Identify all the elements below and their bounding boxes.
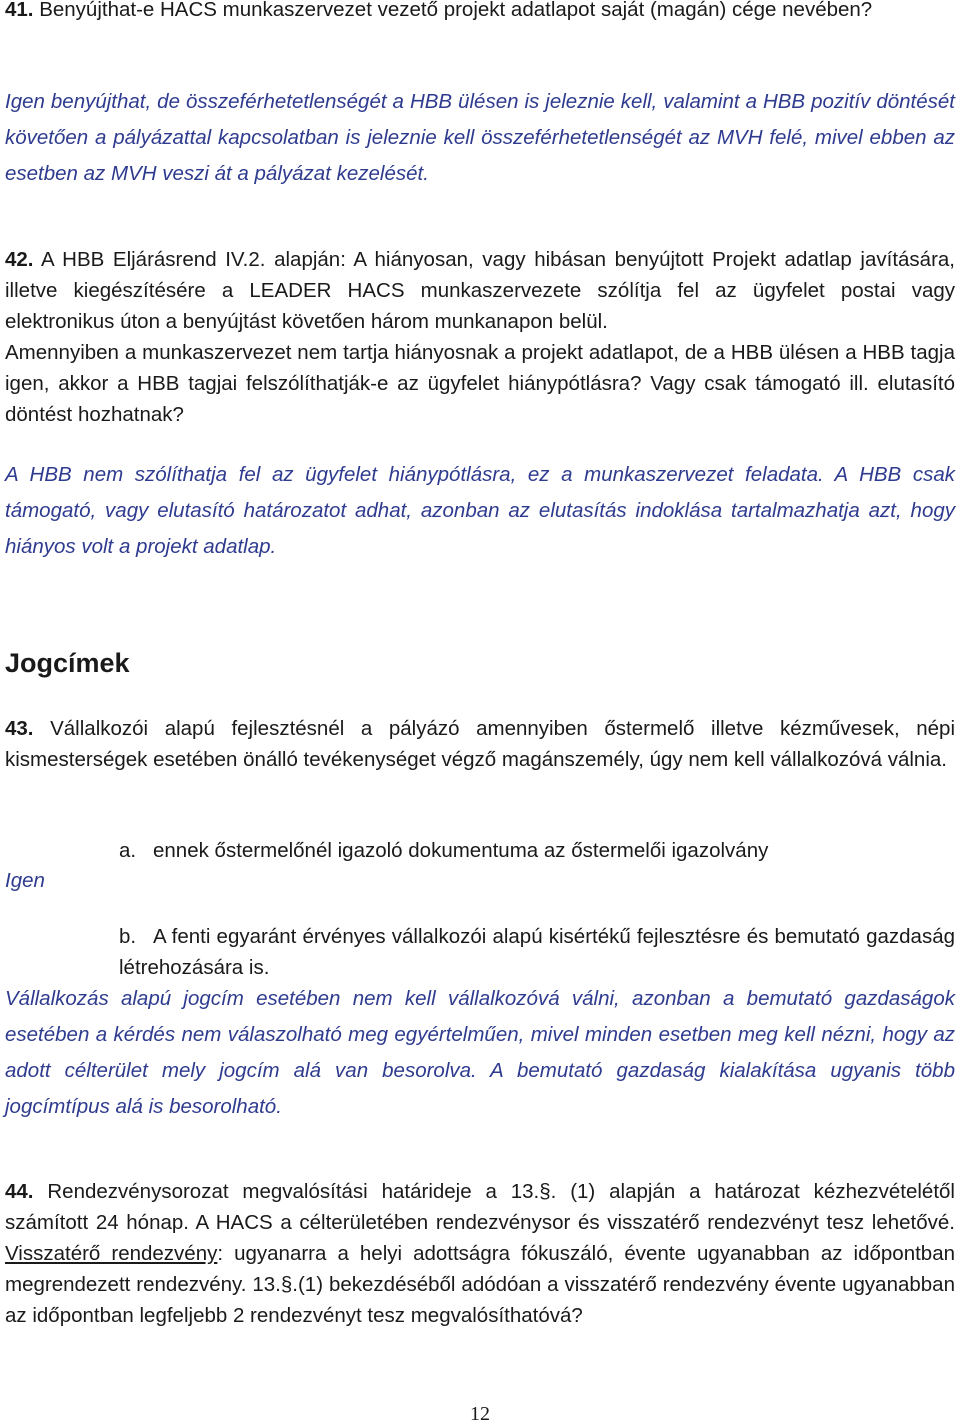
answer-43: Vállalkozás alapú jogcím esetében nem kell vállalkozóvá válni, azonban a bemutató gazdaságok esetében a kérdés nem válaszolható meg egyértelműen, mivel minden esetben meg kell nézni, hogy az adott célterület mely jogcím alá van besorolva. A bemutató gazdaság kialakítása ugyanis több jogcímtípus alá is besorolható. — [5, 987, 955, 1118]
option-a — [119, 835, 955, 866]
answer-label-yes: Igen — [5, 869, 45, 892]
question-text-part1: Rendezvénysorozat megvalósítási határideje a 13.§. (1) alapján a határozat kézhezvételétől számított 24 hónap. A HACS a célterületében rendezvénysor és visszatérő rendezvényt tesz lehetővé. — [5, 1180, 955, 1234]
question-number: 41. — [5, 0, 34, 21]
underlined-term: Visszatérő rendezvény — [5, 1242, 218, 1265]
option-letter: b. — [119, 925, 137, 948]
question-number: 43. — [5, 717, 34, 740]
question-42 — [5, 244, 955, 337]
option-text: A fenti egyaránt érvényes vállalkozói alapú kisértékű fejlesztésre és bemutató gazdaság létrehozására is. — [119, 925, 955, 979]
section-heading: Jogcímek — [5, 648, 130, 678]
question-44 — [5, 1176, 955, 1331]
document-page — [5, 0, 955, 1426]
answer-42: A HBB nem szólíthatja fel az ügyfelet hiánypótlásra, ez a munkaszervezet feladata. A HBB csak támogató, vagy elutasító határozatot adhat, azonban az elutasítás indoklása tartalmazhatja azt, hogy hiányos volt a projekt adatlap. — [5, 463, 955, 558]
question-text: A HBB Eljárásrend IV.2. alapján: A hiányosan, vagy hibásan benyújtott Projekt adatlap javítására, illetve kiegészítésére a LEADER HACS munkaszervezete szólítja fel az ügyfelet postai vagy elektronikus úton a benyújtást követően három munkanapon belül. — [5, 248, 955, 333]
page-number: 12 — [470, 1403, 490, 1425]
question-number: 42. — [5, 248, 34, 271]
option-b — [119, 921, 955, 983]
answer-41: Igen benyújthat, de összeférhetetlenségét a HBB ülésen is jeleznie kell, valamint a HBB pozitív döntését követően a pályázattal kapcsolatban is jeleznie kell összeférhetetlenségét az MVH felé, mivel ebben az esetben az MVH veszi át a pályázat kezelését. — [5, 90, 955, 185]
question-text: Vállalkozói alapú fejlesztésnél a pályázó amennyiben őstermelő illetve kézművesek, népi kismesterségek esetében önálló tevékenységet végző magánszemély, úgy nem kell vállalkozóvá válnia. — [5, 717, 956, 771]
question-43 — [5, 713, 955, 775]
option-letter: a. — [119, 839, 137, 862]
question-text-part2: : ugyanarra a helyi adottságra fókuszáló, évente ugyanabban az időpontban megrendezett rendezvény. 13.§.(1) bekezdéséből adódóan a visszatérő rendezvény évente ugyanabban az időpontban legfeljebb 2 rendezvényt tesz megvalósíthatóvá? — [5, 1242, 955, 1327]
question-42-followup: Amennyiben a munkaszervezet nem tartja hiányosnak a projekt adatlapot, de a HBB ülésen a HBB tagja igen, akkor a HBB tagjai felszólíthatják-e az ügyfelet hiánypótlásra? Vagy csak támogató ill. elutasító döntést hozhatnak? — [5, 341, 955, 426]
option-text: ennek őstermelőnél igazoló dokumentuma az őstermelői igazolvány — [153, 839, 769, 862]
question-text: Benyújthat-e HACS munkaszervezet vezető projekt adatlapot saját (magán) cége nevében? — [39, 0, 873, 21]
question-number: 44. — [5, 1180, 34, 1203]
question-41 — [5, 0, 955, 25]
